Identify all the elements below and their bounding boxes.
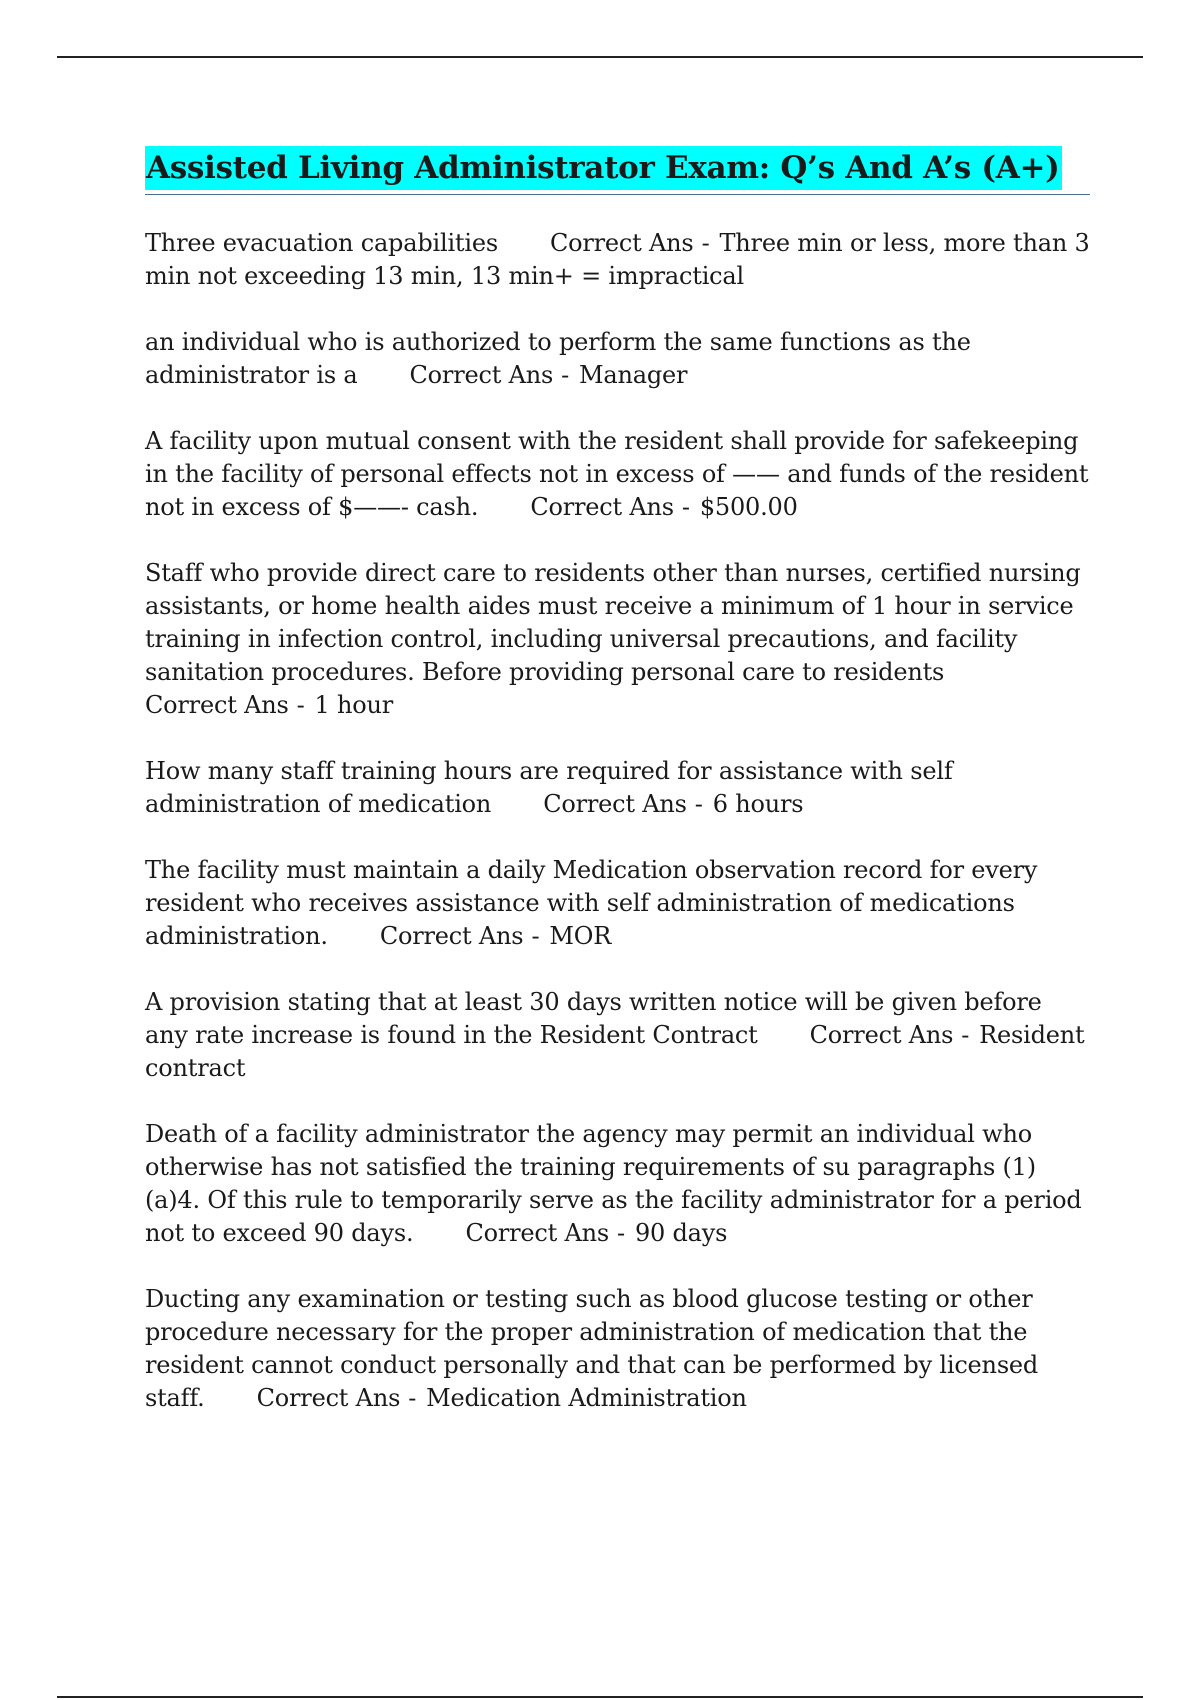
answer-text: $500.00 — [699, 493, 798, 521]
question-text: Three evacuation capabilities — [145, 229, 498, 257]
qa-item — [145, 557, 1090, 722]
title-block — [145, 146, 1090, 195]
question-text: The facility must maintain a daily Medication observation record for every resident who receives assistance with self administration of medications administration. — [145, 856, 1038, 950]
correct-answer-label: Correct Ans — [379, 922, 524, 950]
question-text: an individual who is authorized to perform the same functions as the administrator is a — [145, 328, 971, 389]
question-text: A provision stating that at least 30 days written notice will be given before any rate increase is found in the Resident Contract — [145, 988, 1042, 1049]
document-body — [145, 146, 1090, 1448]
document-title: Assisted Living Administrator Exam: Q’s And A’s (A+) — [145, 146, 1062, 190]
answer-separator: - — [531, 922, 540, 950]
answer-text: Resident contract — [145, 1021, 1085, 1082]
answer-separator: - — [617, 1219, 625, 1247]
qa-item — [145, 227, 1090, 293]
answer-separator: - — [681, 493, 690, 521]
correct-answer-label: Correct Ans — [549, 229, 694, 257]
answer-text: Medication Administration — [426, 1384, 747, 1412]
answer-text: 90 days — [634, 1219, 728, 1247]
qa-item — [145, 425, 1090, 524]
question-text: Death of a facility administrator the agency may permit an individual who otherwise has not satisfied the training requirements of su paragraphs (1)(a)4. Of this rule to temporarily serve as the facility administrator for a period not to exceed 90 days. — [145, 1120, 1082, 1247]
question-text: A facility upon mutual consent with the resident shall provide for safekeeping in the facility of personal effects not in excess of —— and funds of the resident not in excess of $——- cash. — [145, 427, 1089, 521]
correct-answer-label: Correct Ans — [256, 1384, 401, 1412]
page-bottom-rule — [57, 1696, 1143, 1698]
answer-text: 6 hours — [712, 790, 804, 818]
answer-separator: - — [961, 1021, 970, 1049]
answer-text: MOR — [549, 922, 612, 950]
correct-answer-label: Correct Ans — [409, 361, 554, 389]
answer-separator: - — [296, 691, 305, 719]
qa-item — [145, 326, 1090, 392]
qa-item — [145, 1118, 1090, 1250]
correct-answer-label: Correct Ans — [145, 691, 289, 719]
correct-answer-label: Correct Ans — [543, 790, 687, 818]
answer-text: 1 hour — [314, 691, 394, 719]
correct-answer-label: Correct Ans — [530, 493, 674, 521]
answer-separator: - — [701, 229, 710, 257]
page-top-rule — [57, 56, 1143, 58]
question-text: How many staff training hours are required for assistance with self administration of medication — [145, 757, 953, 818]
question-text: Ducting any examination or testing such as blood glucose testing or other procedure necessary for the proper administration of medication that the resident cannot conduct personally and that can be performed by licensed staff. — [145, 1285, 1039, 1412]
answer-separator: - — [561, 361, 570, 389]
qa-item — [145, 755, 1090, 821]
correct-answer-label: Correct Ans — [465, 1219, 610, 1247]
correct-answer-label: Correct Ans — [809, 1021, 954, 1049]
qa-item — [145, 854, 1090, 953]
answer-text: Manager — [579, 361, 688, 389]
question-text: Staff who provide direct care to residents other than nurses, certified nursing assistants, or home health aides must receive a minimum of 1 hour in service training in infection control, including universal precautions, and facility sanitation procedures. Before providing personal care to residents — [145, 559, 1081, 686]
answer-separator: - — [694, 790, 703, 818]
answer-separator: - — [408, 1384, 417, 1412]
answer-text: Three min or less, more than 3 min not exceeding 13 min, 13 min+ = impractical — [145, 229, 1090, 290]
qa-item — [145, 1283, 1090, 1415]
qa-item — [145, 986, 1090, 1085]
